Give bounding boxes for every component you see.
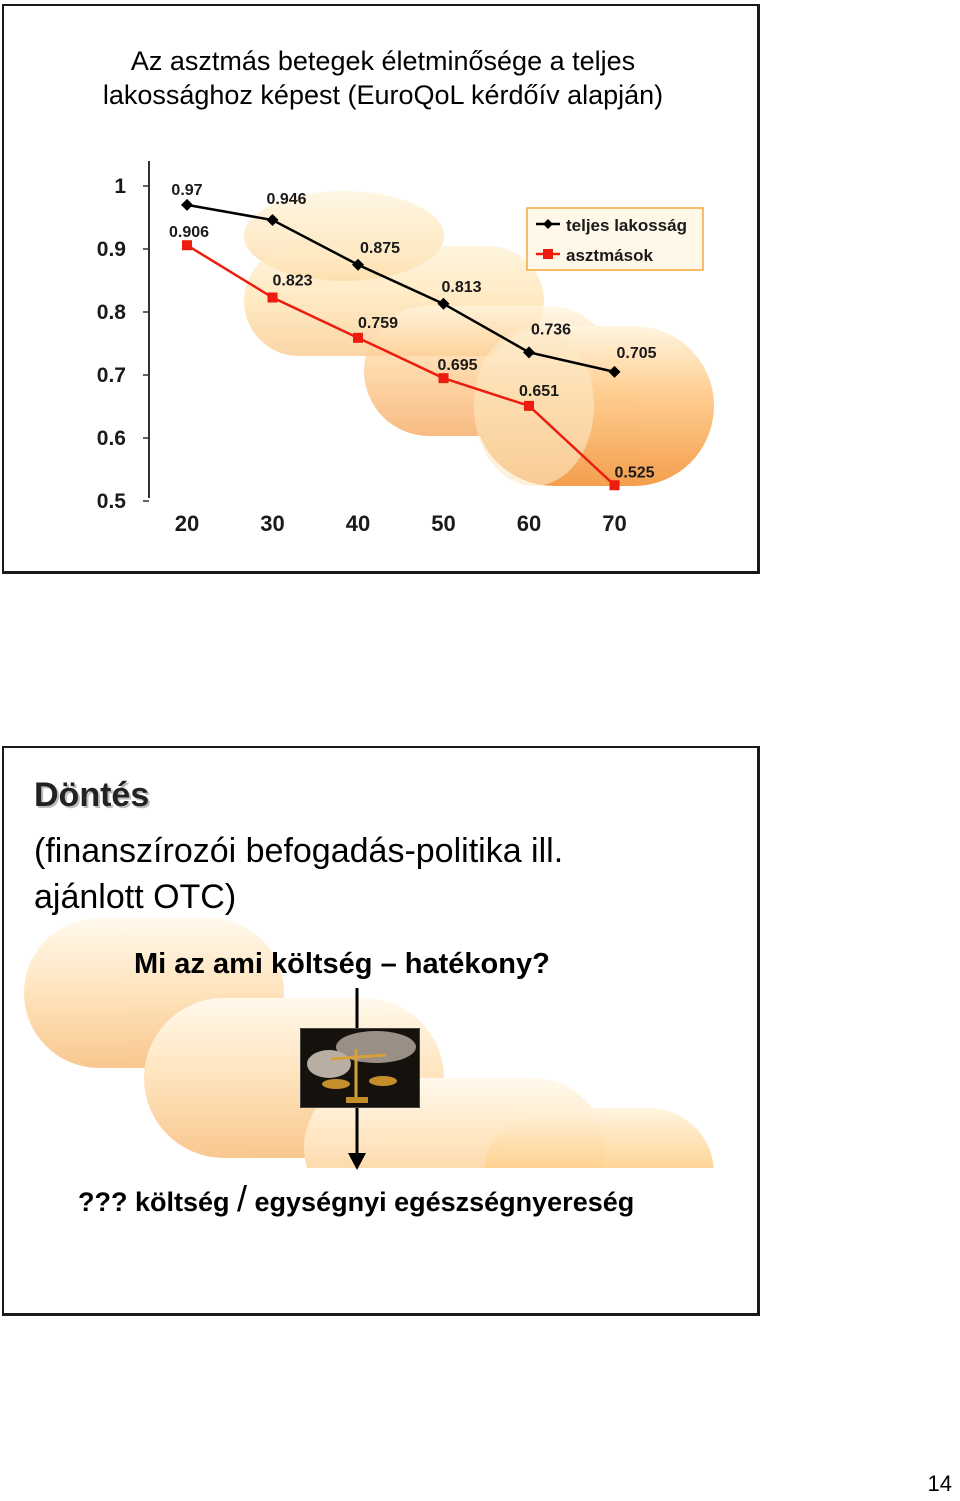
decision-subtitle bbox=[34, 828, 754, 920]
formula-slash: / bbox=[237, 1178, 248, 1219]
y-tick-label: 0.8 bbox=[96, 301, 126, 324]
title-line-2: lakossághoz képest (EuroQoL kérdőív alapján) bbox=[102, 80, 664, 110]
y-tick-label: 0.9 bbox=[96, 238, 126, 261]
slide-decision bbox=[2, 746, 760, 1316]
x-tick-label: 20 bbox=[174, 511, 200, 536]
title-line-1: Az asztmás betegek életminősége a teljes bbox=[130, 46, 636, 76]
y-tick-label: 1 bbox=[114, 175, 126, 198]
formula-suffix: egységnyi egészségnyereség bbox=[247, 1187, 635, 1217]
y-tick-label: 0.5 bbox=[96, 490, 126, 513]
data-label: 0.736 bbox=[530, 321, 572, 339]
legend-label-asztmasok: asztmások bbox=[566, 246, 653, 265]
data-label: 0.651 bbox=[518, 382, 560, 400]
data-label: 0.946 bbox=[266, 191, 307, 209]
cost-effectiveness-question: Mi az ami költség – hatékony? bbox=[134, 948, 550, 980]
subtitle-line-2: ajánlott OTC) bbox=[34, 878, 237, 916]
point-marker bbox=[524, 401, 534, 411]
y-tick-label: 0.6 bbox=[96, 427, 126, 450]
data-label: 0.705 bbox=[616, 344, 657, 362]
formula-prefix: ??? költség bbox=[78, 1187, 238, 1217]
x-tick-label: 30 bbox=[260, 511, 285, 536]
point-marker bbox=[439, 373, 449, 383]
data-label: 0.695 bbox=[437, 357, 478, 375]
cost-formula bbox=[78, 1178, 634, 1220]
legend bbox=[527, 208, 703, 270]
point-marker bbox=[353, 333, 363, 343]
data-label: 0.759 bbox=[357, 314, 399, 332]
legend-label-teljes: teljes lakosság bbox=[566, 216, 687, 235]
data-label: 0.823 bbox=[272, 272, 313, 290]
x-tick-label: 60 bbox=[516, 511, 542, 536]
page-number: 14 bbox=[927, 1471, 952, 1496]
x-tick-label: 50 bbox=[431, 511, 456, 536]
slide-chart bbox=[2, 4, 760, 574]
subtitle-line-1: (finanszírozói befogadás-politika ill. bbox=[34, 832, 564, 870]
data-label: 0.525 bbox=[614, 464, 655, 482]
x-tick-label: 40 bbox=[345, 511, 371, 536]
data-label: 0.97 bbox=[171, 181, 203, 199]
data-label: 0.813 bbox=[441, 278, 482, 296]
x-tick-label: 70 bbox=[602, 511, 627, 536]
data-label: 0.875 bbox=[359, 239, 401, 257]
point-marker bbox=[610, 480, 620, 490]
point-marker bbox=[181, 199, 193, 211]
point-marker bbox=[268, 293, 278, 303]
line-chart bbox=[4, 6, 760, 574]
point-marker bbox=[182, 240, 192, 250]
legend-marker-asztmasok bbox=[543, 249, 553, 259]
decision-heading: Döntés bbox=[34, 776, 150, 814]
data-label: 0.906 bbox=[168, 224, 210, 242]
y-tick-label: 0.7 bbox=[96, 364, 126, 387]
scales-image bbox=[300, 1028, 420, 1108]
